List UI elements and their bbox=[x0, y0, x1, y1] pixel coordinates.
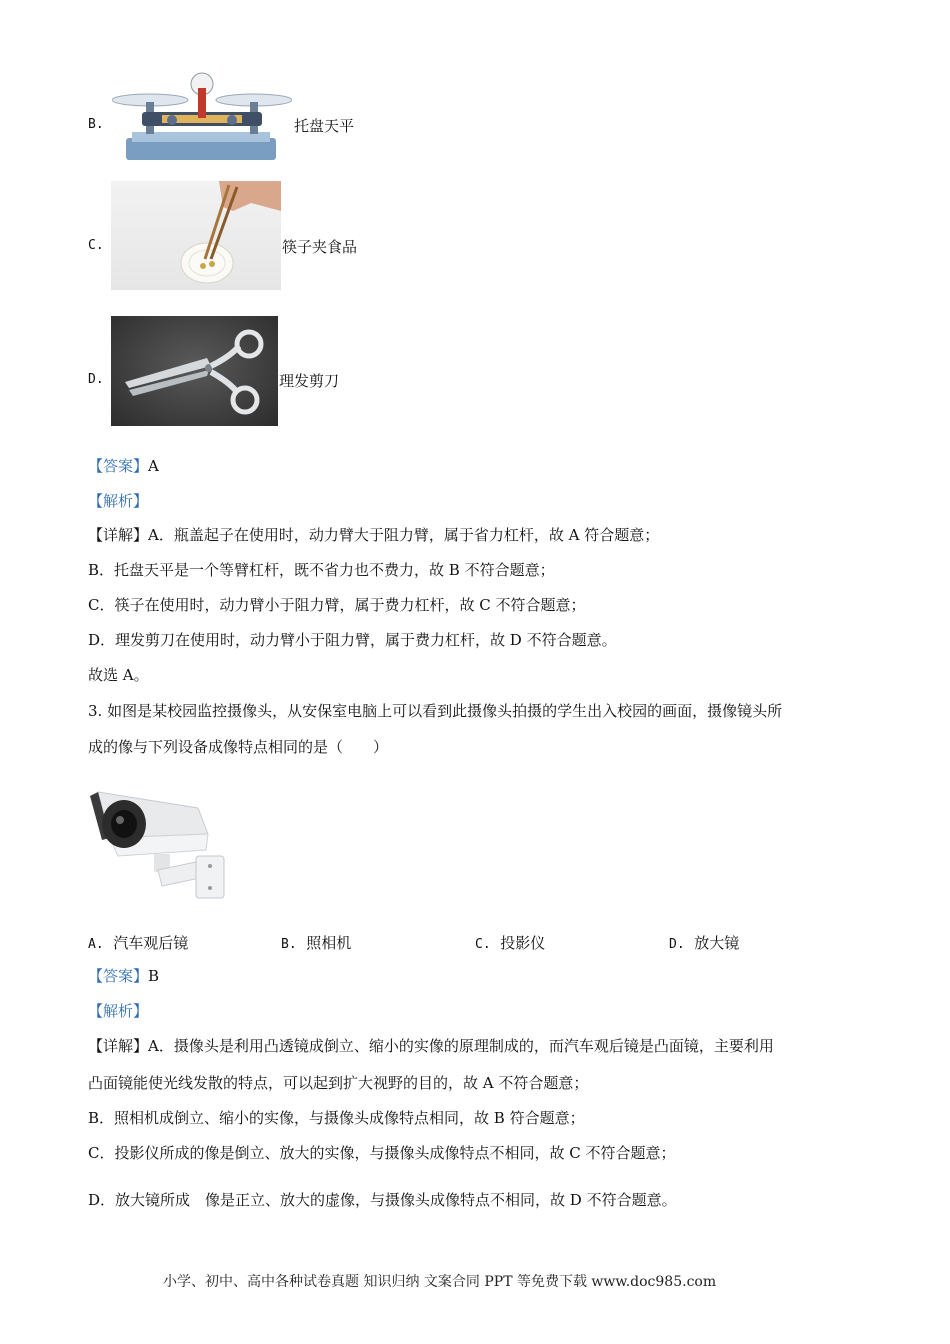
detail-tag: 【详解】 bbox=[88, 1037, 149, 1055]
surveillance-camera-image bbox=[88, 778, 228, 904]
page-footer: 小学、初中、高中各种试卷真题 知识归纳 文案合同 PPT 等免费下载 www.doc985.com bbox=[163, 1274, 717, 1290]
q3-analysis-tag: 【解析】 bbox=[88, 1002, 149, 1020]
q2-detail-line-1 bbox=[88, 524, 659, 545]
q3-choice-d bbox=[669, 932, 739, 953]
choice-text: 投影仪 bbox=[500, 934, 546, 952]
q3-detail-line-a1 bbox=[88, 1035, 774, 1056]
q2-conclusion: 故选 A。 bbox=[88, 666, 149, 684]
q3-detail-line-d: D．放大镜所成 像是正立、放大的虚像，与摄像头成像特点不相同，故 D 不符合题意。 bbox=[88, 1191, 677, 1209]
choice-text: 放大镜 bbox=[694, 934, 740, 952]
option-d-letter: D. bbox=[88, 372, 104, 387]
detail-tag: 【详解】 bbox=[88, 526, 149, 544]
choice-text: 汽车观后镜 bbox=[113, 934, 189, 952]
q3-choice-a bbox=[88, 932, 188, 953]
choice-letter: C. bbox=[475, 937, 491, 952]
option-b-letter: B. bbox=[88, 117, 104, 132]
q3-detail-line-a2: 凸面镜能使光线发散的特点，可以起到扩大视野的目的，故 A 不符合题意； bbox=[88, 1074, 589, 1092]
q3-choice-c bbox=[475, 932, 545, 953]
q3-choice-b bbox=[281, 932, 351, 953]
choice-letter: A. bbox=[88, 937, 104, 952]
q3-stem-line-1: 3. 如图是某校园监控摄像头，从安保室电脑上可以看到此摄像头拍摄的学生出入校园的画面，摄像镜头所 bbox=[88, 702, 783, 720]
option-d-caption: 理发剪刀 bbox=[279, 372, 340, 390]
balance-image bbox=[112, 72, 292, 164]
choice-letter: B. bbox=[281, 937, 297, 952]
option-b-caption: 托盘天平 bbox=[294, 117, 355, 135]
q2-analysis-tag: 【解析】 bbox=[88, 492, 149, 510]
answer-value: A bbox=[148, 457, 159, 475]
q3-detail-line-c: C．投影仪所成的像是倒立、放大的实像，与摄像头成像特点不相同，故 C 不符合题意； bbox=[88, 1144, 676, 1162]
q2-detail-line-2: B．托盘天平是一个等臂杠杆，既不省力也不费力，故 B 不符合题意； bbox=[88, 561, 555, 579]
answer-tag: 【答案】 bbox=[88, 457, 149, 475]
detail-text: A．摄像头是利用凸透镜成倒立、缩小的实像的原理制成的，而汽车观后镜是凸面镜，主要利用 bbox=[148, 1037, 774, 1055]
scissors-image bbox=[111, 316, 278, 426]
detail-text: A．瓶盖起子在使用时，动力臂大于阻力臂，属于省力杠杆，故 A 符合题意； bbox=[148, 526, 660, 544]
answer-value: B bbox=[148, 967, 160, 985]
chopsticks-image bbox=[111, 181, 281, 290]
q2-detail-line-4: D．理发剪刀在使用时，动力臂小于阻力臂，属于费力杠杆，故 D 不符合题意。 bbox=[88, 631, 617, 649]
q2-detail-line-3: C．筷子在使用时，动力臂小于阻力臂，属于费力杠杆，故 C 不符合题意； bbox=[88, 596, 586, 614]
option-c-caption: 筷子夹食品 bbox=[282, 238, 358, 256]
q3-answer bbox=[88, 965, 159, 986]
choice-text: 照相机 bbox=[306, 934, 352, 952]
answer-tag: 【答案】 bbox=[88, 967, 149, 985]
q3-detail-line-b: B．照相机成倒立、缩小的实像，与摄像头成像特点相同，故 B 符合题意； bbox=[88, 1109, 585, 1127]
q3-stem-line-2: 成的像与下列设备成像特点相同的是（ ） bbox=[88, 738, 389, 756]
choice-letter: D. bbox=[669, 937, 685, 952]
option-c-letter: C. bbox=[88, 238, 104, 253]
q2-answer bbox=[88, 455, 159, 476]
